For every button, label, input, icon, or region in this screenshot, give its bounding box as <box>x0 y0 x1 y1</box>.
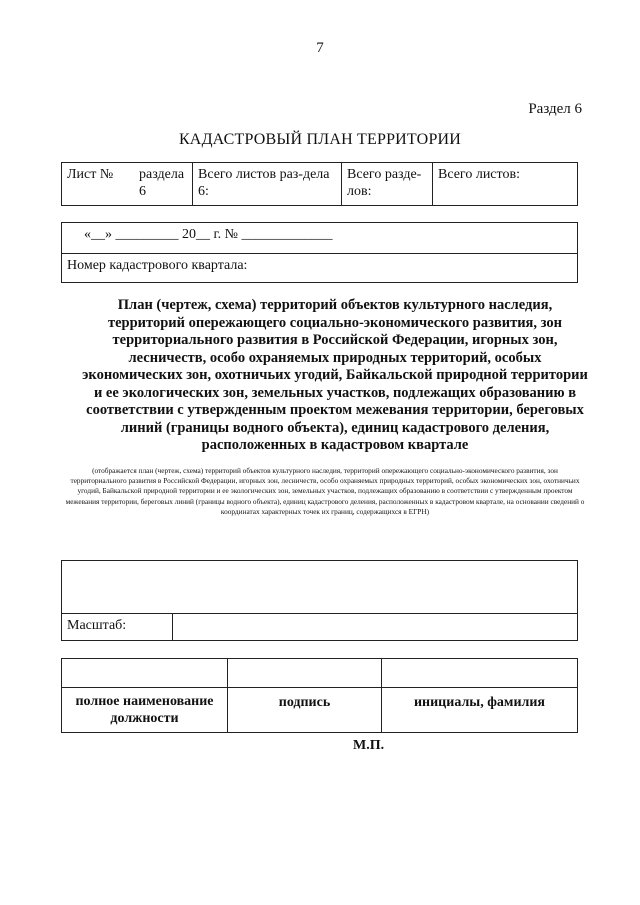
scale-value-cell <box>173 614 578 641</box>
plan-heading: План (чертеж, схема) территорий объектов культурного наследия, территорий опережающего социально-экономического развития, зон территориального развития в Российской Федерации, игорных зон, лесничеств, особо охраняемых природных территорий, особых экономических зон, охотничьих угодий, Байкальской природной территории и ее экологических зон, земельных участков, подлежащих образованию в соответствии с утвержденным проектом межевания территории, береговых линий (границы водного объекта), единиц кадастрового деления, расположенных в кадастровом квартале <box>82 297 588 453</box>
total-sheets-label: Всего листов: <box>438 167 520 182</box>
stamp-place-label: М.П. <box>353 738 385 753</box>
date-quarter-table <box>61 222 578 283</box>
position-caption: полное наименование должности <box>75 694 214 726</box>
total-sections-cell <box>342 163 433 206</box>
position-input-cell <box>62 659 228 688</box>
initials-caption: инициалы, фамилия <box>413 695 546 710</box>
name-caption-cell <box>382 688 578 733</box>
sign-input-cell <box>228 659 382 688</box>
sheet-number-label: Лист № <box>67 167 114 182</box>
scale-label-cell <box>62 614 173 641</box>
plan-note: (отображается план (чертеж, схема) территорий объектов культурного наследия, территорий опережающего социально-экономического развития, зон территориального развития в Российской Федерации, игорных зон, лесничеств, особо охраняемых природных территорий, особых экономических зон, охотничьих угодий, Байкальской природной территории и ее экологических зон, земельных участков, подлежащих образованию в соответствии с утвержденным проектом межевания территории, береговых линий (границы водного объекта), единиц кадастрового деления, расположенных в кадастровом квартале, на основании сведений о координатах характерных точек их границ, содержащихся в ЕГРН) <box>65 466 585 516</box>
page-number: 7 <box>316 40 324 56</box>
date-line-cell <box>62 223 578 254</box>
scale-label: Масштаб: <box>67 618 127 633</box>
date-number-line: «__» _________ 20__ г. № _____________ <box>84 227 333 242</box>
sheet-number-cell <box>62 163 135 206</box>
total-sheets-section-label: Всего листов раз-дела 6: <box>198 167 330 199</box>
section-cell <box>134 163 193 206</box>
name-input-cell <box>382 659 578 688</box>
section-label: Раздел 6 <box>528 101 582 117</box>
total-sheets-section-cell <box>193 163 342 206</box>
total-sections-label: Всего разде-лов: <box>347 167 422 199</box>
section-number-label: раздела 6 <box>139 167 185 199</box>
signature-caption: подпись <box>278 695 331 710</box>
map-area-cell <box>62 561 578 614</box>
map-scale-table <box>61 560 578 641</box>
cadastral-quarter-label: Номер кадастрового квартала: <box>67 258 248 273</box>
document-title: КАДАСТРОВЫЙ ПЛАН ТЕРРИТОРИИ <box>178 131 462 148</box>
position-caption-cell <box>62 688 228 733</box>
sign-caption-cell <box>228 688 382 733</box>
signature-table <box>61 658 578 733</box>
total-sheets-cell <box>433 163 578 206</box>
sheet-info-table <box>61 162 578 206</box>
quarter-cell <box>62 254 578 283</box>
